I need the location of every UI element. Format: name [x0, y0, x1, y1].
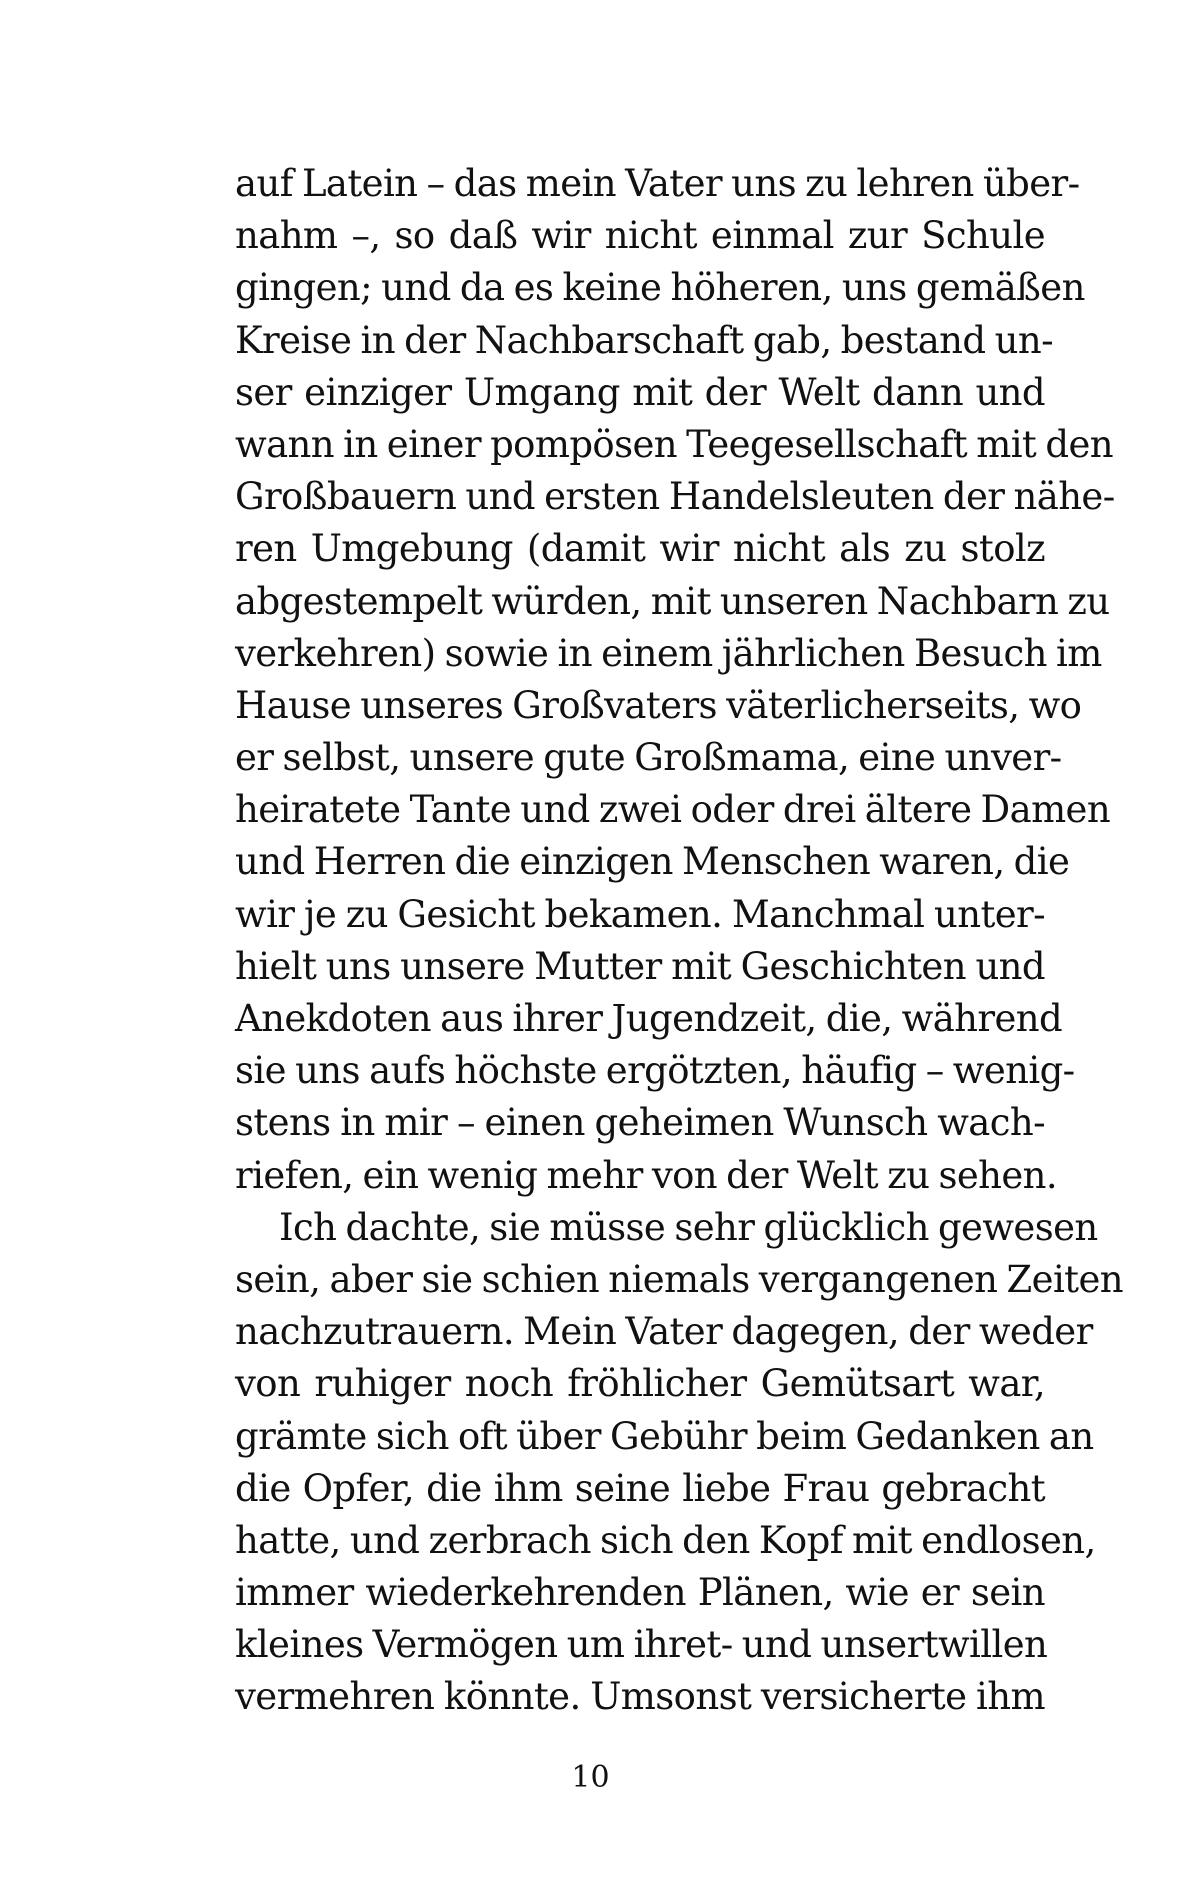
text-line: auf Latein – das mein Vater uns zu lehren über-	[235, 162, 1080, 205]
text-line: ser einziger Umgang mit der Welt dann und	[235, 370, 1045, 414]
text-line: stens in mir – einen geheimen Wunsch wach-	[235, 1101, 1045, 1145]
text-line: wann in einer pompösen Teegesellschaft mit den	[235, 422, 1113, 466]
text-line: nahm –, so daß wir nicht einmal zur Schule	[235, 214, 1045, 258]
text-line: Anekdoten aus ihrer Jugendzeit, die, während	[235, 997, 1063, 1040]
text-line: grämte sich oft über Gebühr beim Gedanken an	[235, 1414, 1094, 1458]
text-line: wir je zu Gesicht bekamen. Manchmal unter-	[235, 892, 1045, 936]
paragraph-2	[235, 1202, 1123, 1724]
text-line: kleines Vermögen um ihret- und unsertwillen	[235, 1623, 1048, 1667]
text-line: gingen; und da es keine höheren, uns gemäßen	[235, 266, 1085, 310]
paragraph-1	[235, 158, 1115, 1202]
text-line: riefen, ein wenig mehr von der Welt zu sehen.	[235, 1153, 1058, 1197]
text-line: er selbst, unsere gute Großmama, eine unver-	[235, 736, 1062, 780]
text-line: von ruhiger noch fröhlicher Gemütsart war,	[235, 1362, 1045, 1406]
text-line: heiratete Tante und zwei oder drei ältere Damen	[235, 788, 1111, 832]
text-line: Kreise in der Nachbarschaft gab, bestand un-	[235, 318, 1053, 362]
text-line: abgestempelt würden, mit unseren Nachbarn zu	[235, 579, 1110, 623]
text-line: verkehren) sowie in einem jährlichen Besuch im	[235, 631, 1102, 675]
text-line: hatte, und zerbrach sich den Kopf mit endlosen,	[235, 1518, 1096, 1562]
text-line: Hause unseres Großvaters väterlicherseits, wo	[235, 683, 1082, 727]
page-number: 10	[571, 1760, 610, 1795]
text-line: sein, aber sie schien niemals vergangenen Zeiten	[235, 1257, 1123, 1301]
text-line: vermehren könnte. Umsonst versicherte ihm	[235, 1675, 1045, 1719]
text-line: Großbauern und ersten Handelsleuten der nähe-	[235, 475, 1115, 519]
text-line: nachzutrauern. Mein Vater dagegen, der weder	[235, 1310, 1093, 1354]
text-line: hielt uns unsere Mutter mit Geschichten und	[235, 944, 1045, 988]
text-line: die Opfer, die ihm seine liebe Frau gebracht	[235, 1466, 1045, 1510]
text-line: und Herren die einzigen Menschen waren, die	[235, 840, 1070, 884]
text-line: Ich dachte, sie müsse sehr glücklich gewesen	[279, 1205, 1098, 1249]
text-line: ren Umgebung (damit wir nicht als zu stolz	[235, 527, 1045, 571]
text-line: immer wiederkehrenden Plänen, wie er sein	[235, 1571, 1045, 1615]
body-text	[235, 158, 1123, 1724]
text-line: sie uns aufs höchste ergötzten, häufig – wenig-	[235, 1049, 1075, 1093]
